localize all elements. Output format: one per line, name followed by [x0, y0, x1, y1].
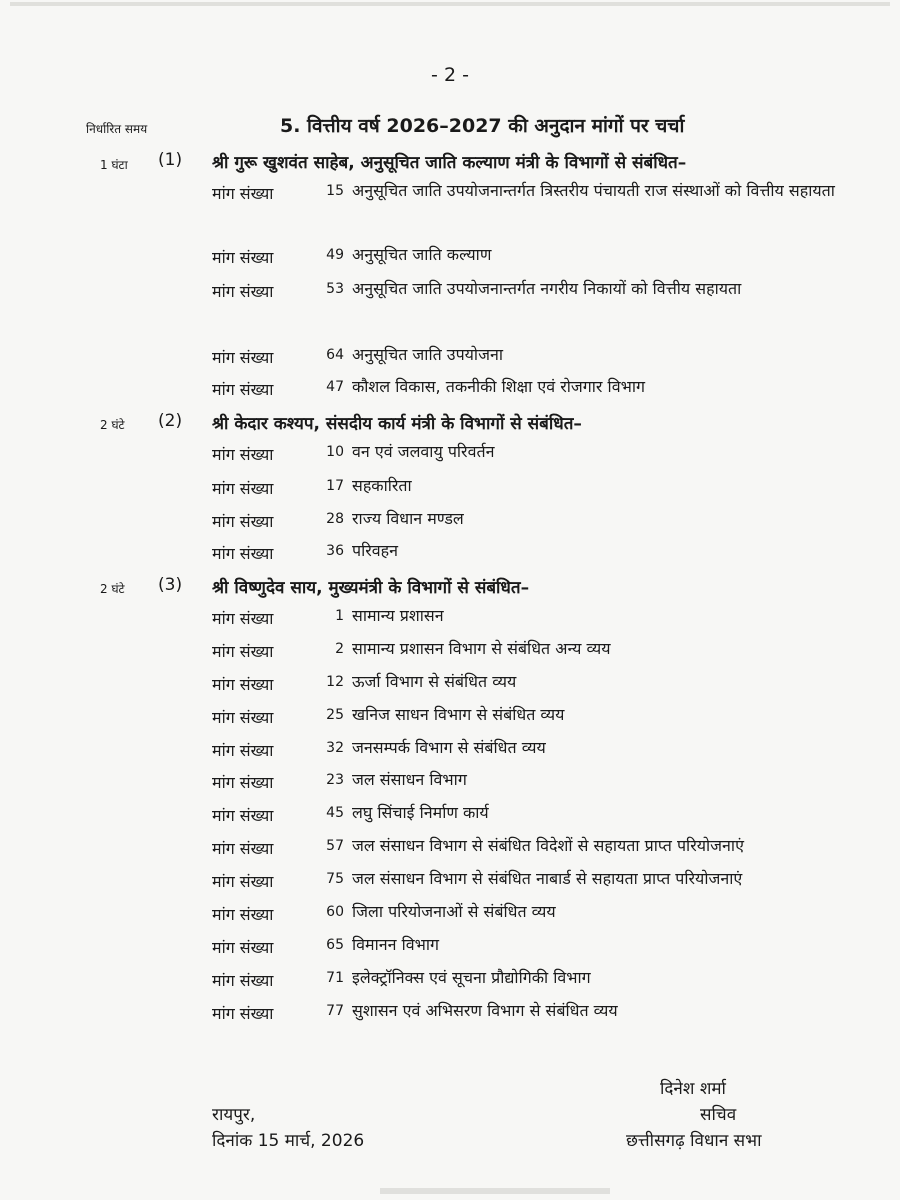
demand-description: जल संसाधन विभाग	[352, 770, 467, 789]
demand-label: मांग संख्या	[212, 675, 274, 694]
demand-description: परिवहन	[352, 541, 399, 560]
demand-label: मांग संख्या	[212, 248, 274, 267]
demand-number: 49	[326, 247, 344, 263]
scan-edge-line	[10, 2, 890, 6]
section-heading: 5. वित्तीय वर्ष 2026–2027 की अनुदान मांगों पर चर्चा	[280, 115, 685, 137]
group-title: श्री गुरू खुशवंत साहेब, अनुसूचित जाति कल्याण मंत्री के विभागों से संबंधित–	[212, 153, 687, 173]
demand-number: 1	[335, 608, 344, 624]
signatory-name: दिनेश शर्मा	[660, 1079, 726, 1099]
group-number: (3)	[158, 575, 183, 595]
group-title: श्री विष्णुदेव साय, मुख्यमंत्री के विभागों से संबंधित–	[212, 578, 530, 598]
group-title: श्री केदार कश्यप, संसदीय कार्य मंत्री के विभागों से संबंधित–	[212, 414, 582, 434]
demand-description: सुशासन एवं अभिसरण विभाग से संबंधित व्यय	[352, 1001, 618, 1020]
demand-description: राज्य विधान मण्डल	[352, 509, 464, 528]
demand-label: मांग संख्या	[212, 905, 274, 924]
demand-label: मांग संख्या	[212, 642, 274, 661]
demand-number: 77	[326, 1003, 344, 1019]
group-number: (1)	[158, 150, 183, 170]
demand-description: वन एवं जलवायु परिवर्तन	[352, 442, 495, 461]
demand-number: 28	[326, 511, 344, 527]
demand-number: 64	[326, 347, 344, 363]
demand-number: 23	[326, 772, 344, 788]
demand-label: मांग संख्या	[212, 445, 274, 464]
demand-label: मांग संख्या	[212, 1004, 274, 1023]
demand-number: 75	[326, 871, 344, 887]
demand-label: मांग संख्या	[212, 938, 274, 957]
demand-description: जनसम्पर्क विभाग से संबंधित व्यय	[352, 738, 546, 757]
demand-number: 32	[326, 740, 344, 756]
demand-label: मांग संख्या	[212, 380, 274, 399]
demand-label: मांग संख्या	[212, 806, 274, 825]
demand-label: मांग संख्या	[212, 839, 274, 858]
demand-description: अनुसूचित जाति उपयोजनान्तर्गत नगरीय निकायों को वित्तीय सहायता	[352, 279, 742, 298]
demand-label: मांग संख्या	[212, 479, 274, 498]
place-label: रायपुर,	[212, 1105, 256, 1125]
demand-number: 65	[326, 937, 344, 953]
demand-number: 12	[326, 674, 344, 690]
demand-description: सामान्य प्रशासन	[352, 606, 444, 625]
demand-label: मांग संख्या	[212, 708, 274, 727]
demand-number: 53	[326, 281, 344, 297]
group-time: 2 घंटे	[100, 418, 125, 432]
demand-label: मांग संख्या	[212, 773, 274, 792]
demand-description: खनिज साधन विभाग से संबंधित व्यय	[352, 705, 565, 724]
date-label: दिनांक 15 मार्च, 2026	[212, 1131, 365, 1151]
demand-description: अनुसूचित जाति कल्याण	[352, 245, 492, 264]
group-time: 2 घंटे	[100, 582, 125, 596]
demand-number: 17	[326, 478, 344, 494]
demand-description: कौशल विकास, तकनीकी शिक्षा एवं रोजगार विभाग	[352, 377, 645, 396]
demand-description: इलेक्ट्रॉनिक्स एवं सूचना प्रौद्योगिकी विभाग	[352, 968, 591, 987]
demand-description: विमानन विभाग	[352, 935, 440, 954]
demand-description: अनुसूचित जाति उपयोजना	[352, 345, 503, 364]
demand-description: जिला परियोजनाओं से संबंधित व्यय	[352, 902, 556, 921]
scan-footer-smudge	[380, 1188, 610, 1194]
demand-description: जल संसाधन विभाग से संबंधित विदेशों से सहायता प्राप्त परियोजनाएं	[352, 836, 744, 855]
demand-label: मांग संख्या	[212, 282, 274, 301]
demand-description: ऊर्जा विभाग से संबंधित व्यय	[352, 672, 517, 691]
demand-number: 25	[326, 707, 344, 723]
demand-label: मांग संख्या	[212, 348, 274, 367]
demand-number: 2	[335, 641, 344, 657]
demand-description: सहकारिता	[352, 476, 412, 495]
demand-label: मांग संख्या	[212, 872, 274, 891]
demand-label: मांग संख्या	[212, 609, 274, 628]
demand-number: 45	[326, 805, 344, 821]
page-number: - 2 -	[431, 64, 469, 86]
demand-number: 47	[326, 379, 344, 395]
office-name: छत्तीसगढ़ विधान सभा	[626, 1131, 762, 1151]
schedule-time-label: निर्धारित समय	[86, 122, 148, 136]
demand-description: अनुसूचित जाति उपयोजनान्तर्गत त्रिस्तरीय पंचायती राज संस्थाओं को वित्तीय सहायता	[352, 181, 835, 200]
demand-number: 57	[326, 838, 344, 854]
demand-description: सामान्य प्रशासन विभाग से संबंधित अन्य व्यय	[352, 639, 611, 658]
demand-label: मांग संख्या	[212, 971, 274, 990]
demand-label: मांग संख्या	[212, 184, 274, 203]
demand-label: मांग संख्या	[212, 544, 274, 563]
demand-number: 36	[326, 543, 344, 559]
demand-number: 60	[326, 904, 344, 920]
demand-description: जल संसाधन विभाग से संबंधित नाबार्ड से सहायता प्राप्त परियोजनाएं	[352, 869, 743, 888]
demand-number: 10	[326, 444, 344, 460]
demand-number: 71	[326, 970, 344, 986]
signatory-designation: सचिव	[700, 1105, 737, 1125]
demand-number: 15	[326, 183, 344, 199]
demand-description: लघु सिंचाई निर्माण कार्य	[352, 803, 489, 822]
demand-label: मांग संख्या	[212, 512, 274, 531]
group-time: 1 घंटा	[100, 158, 128, 172]
group-number: (2)	[158, 411, 183, 431]
demand-label: मांग संख्या	[212, 741, 274, 760]
